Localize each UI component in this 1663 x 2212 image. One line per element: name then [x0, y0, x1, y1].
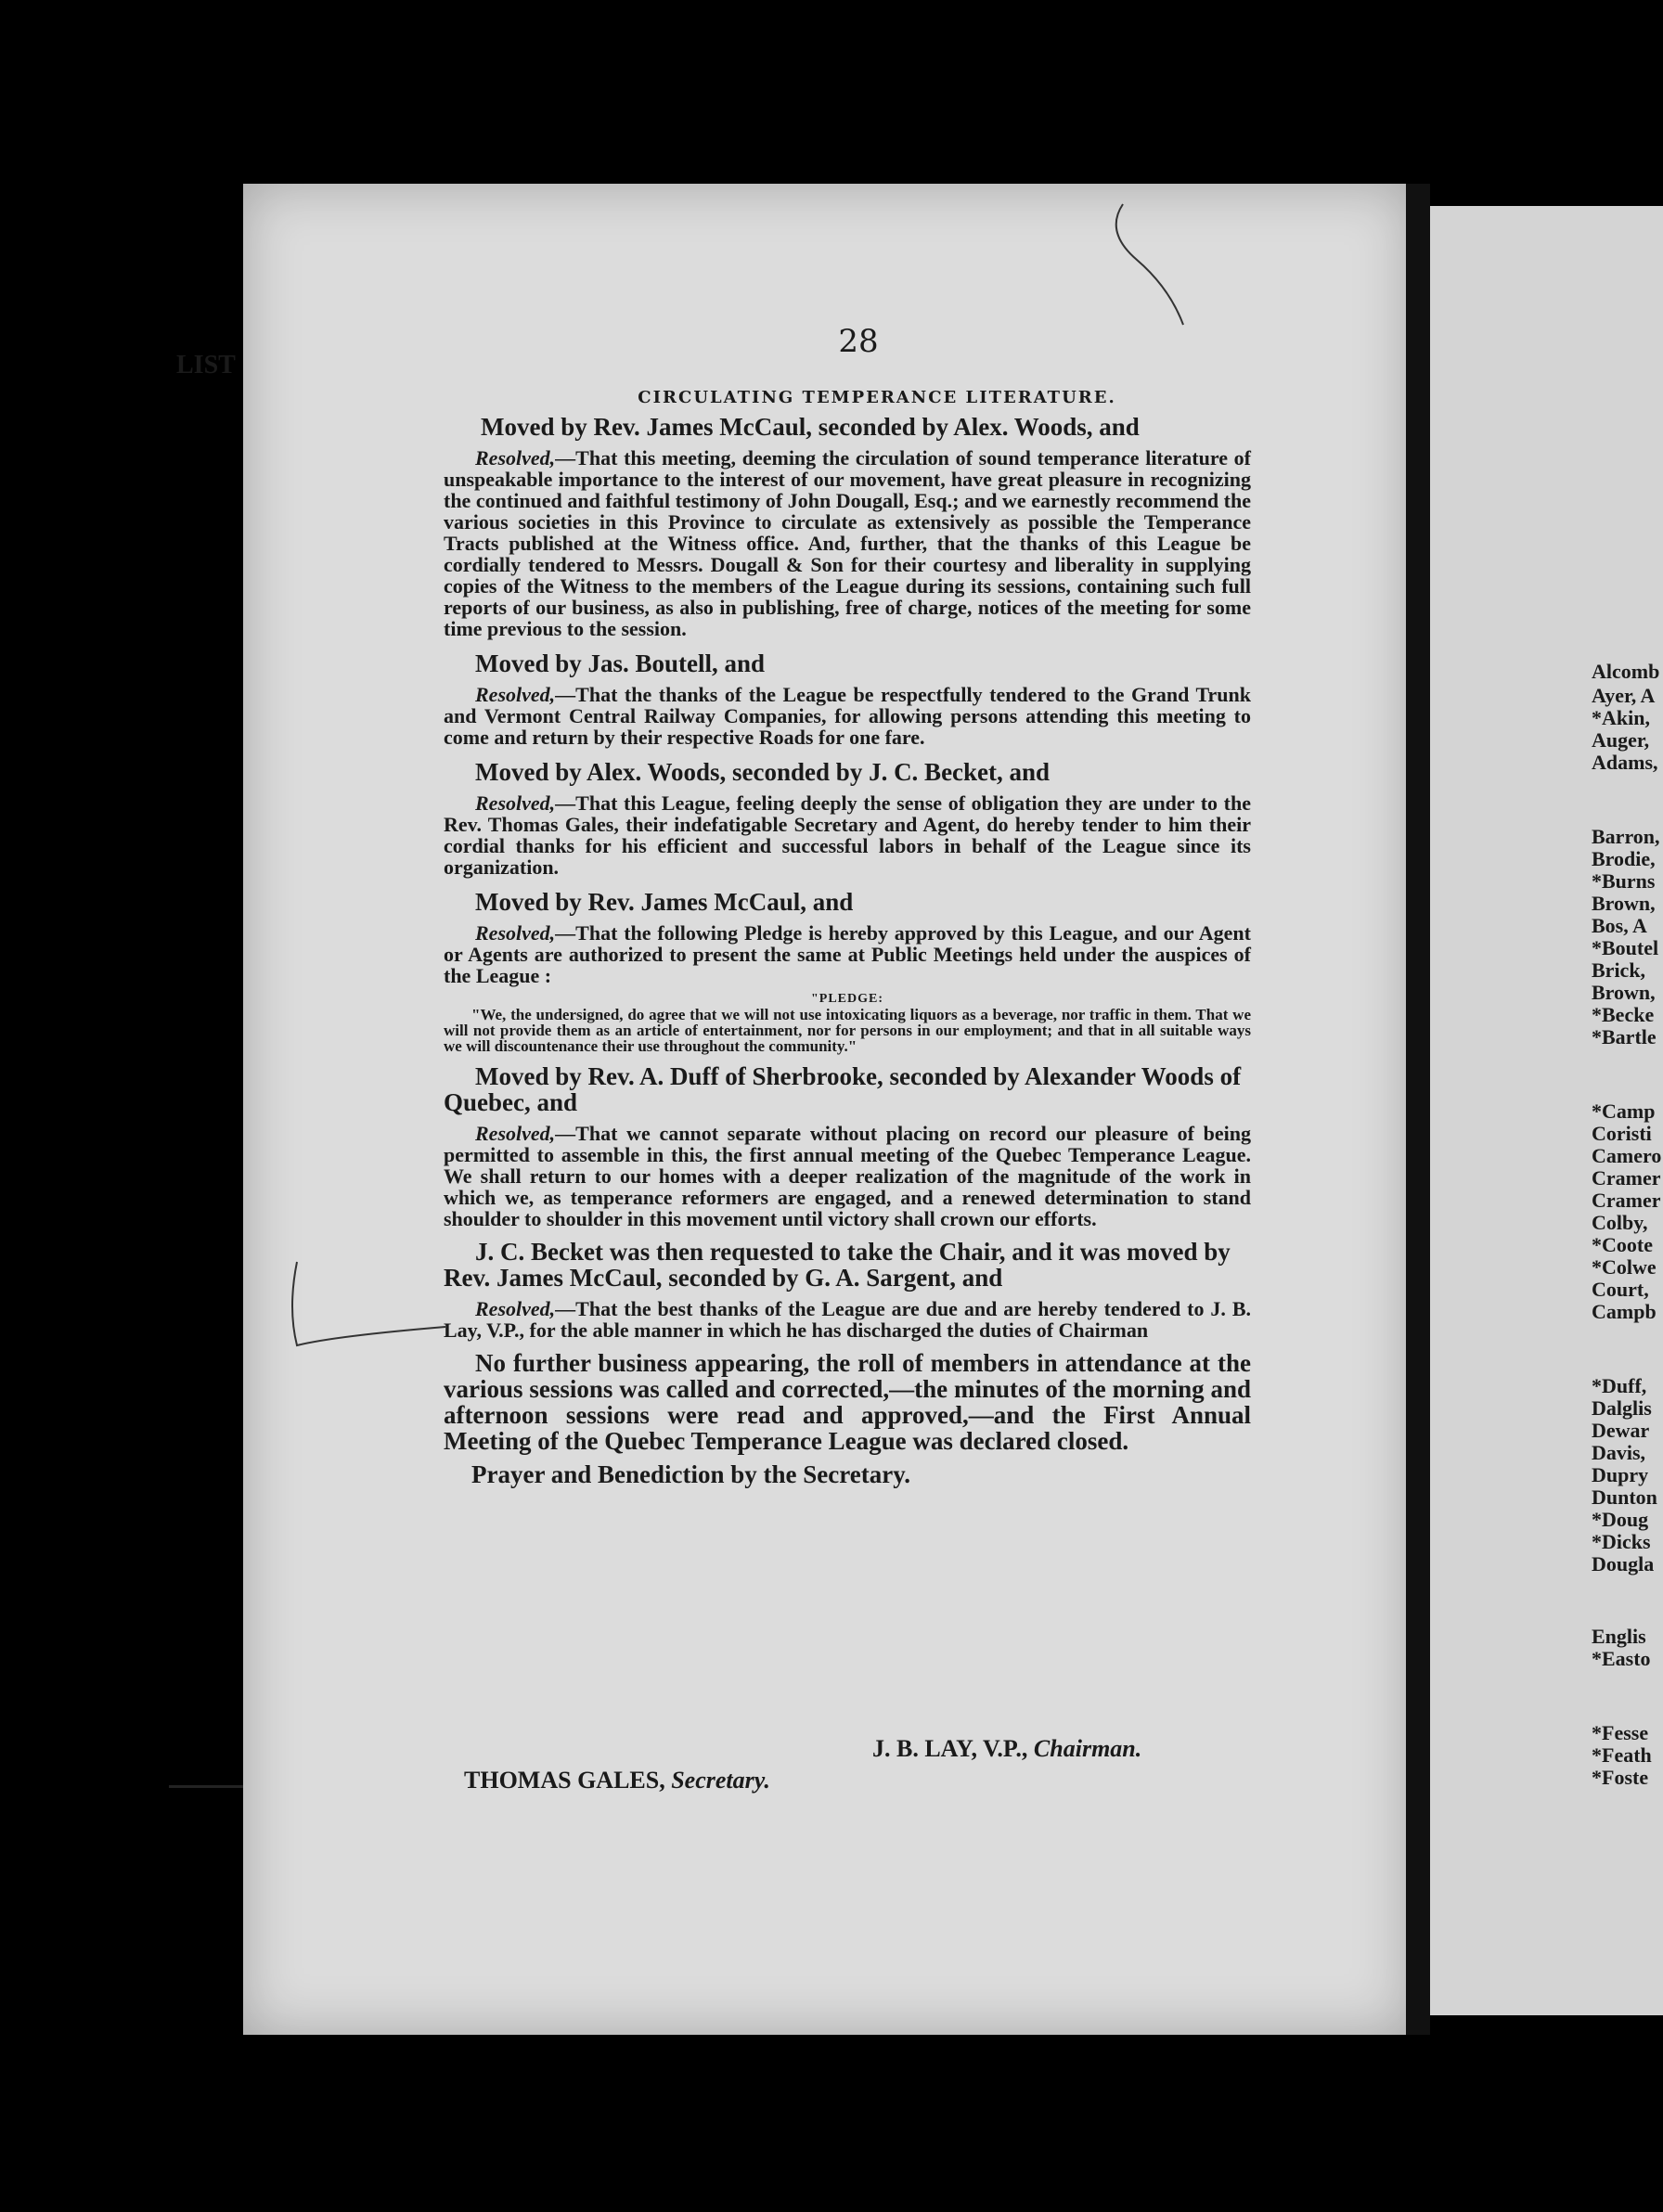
right-page-name: *Camp [1592, 1100, 1656, 1123]
right-page-name: Dupry [1592, 1463, 1649, 1486]
right-page-name: *Coote [1592, 1233, 1653, 1256]
prayer-line: Prayer and Benediction by the Secretary. [471, 1460, 910, 1488]
moved-line: J. C. Becket was then requested to take the Chair, and it was moved by Rev. James McCaul, seconded by G. A. Sargent, and [444, 1238, 1231, 1292]
pencil-bracket-mark [278, 1253, 455, 1364]
resolution: Resolved,—That the following Pledge is hereby approved by this League, and our Agent or Agents are authorized to present the same at Public Meetings held under the auspices of the League : [444, 921, 1251, 987]
right-page-name: *Foste [1592, 1766, 1649, 1789]
chairman-signature: J. B. LAY, V.P., Chairman. [872, 1735, 1142, 1762]
right-page-name: Colby, [1592, 1211, 1648, 1234]
right-page-name: Coristi [1592, 1122, 1652, 1145]
right-page-name: Campb [1592, 1300, 1657, 1323]
moved-line: Moved by Alex. Woods, seconded by J. C. Becket, and [475, 758, 1051, 786]
pledge-heading: "PLEDGE: [811, 992, 883, 1006]
right-page-name: Dunton [1592, 1485, 1657, 1509]
right-page-name: Dougla [1592, 1552, 1655, 1575]
resolution: Resolved,—That the thanks of the League be respectfully tendered to the Grand Trunk and Vermont Central Railway Companies, for allowing persons attending this meeting to come and return by their respective Roads for one fare. [444, 683, 1251, 749]
moved-line: Moved by Rev. James McCaul, and [475, 888, 854, 916]
moved-line: Moved by Jas. Boutell, and [475, 649, 766, 677]
right-page-name: Englis [1592, 1625, 1646, 1648]
right-page-name: *Duff, [1592, 1374, 1647, 1397]
resolution: Resolved,—That the best thanks of the League are due and are hereby tendered to J. B. Lay, V.P., for the able manner in which he has discharged the duties of Chairman [444, 1297, 1251, 1342]
resolution: Resolved,—That this League, feeling deeply the sense of obligation they are under to the Rev. Thomas Gales, their indefatigable Secretary and Agent, do hereby tender to him their cordial thanks for his efficient and successful labors in behalf of the League since its organization. [444, 791, 1251, 879]
right-page-name: Camero [1592, 1144, 1662, 1167]
right-page-name: *Burns [1592, 869, 1656, 893]
right-page-name: Cramer [1592, 1189, 1661, 1212]
right-page-name: Auger, [1592, 728, 1650, 752]
moved-line: Moved by Rev. A. Duff of Sherbrooke, seconded by Alexander Woods of Quebec, and [444, 1062, 1242, 1116]
resolution: Resolved,—That this meeting, deeming the circulation of sound temperance literature of unspeakable importance to the interest of our movement, have great pleasure in recognizing the continued and faithful testimony of John Dougall, Esq.; and we earnestly recommend the various societies in this Province to circulate as extensively as possible the Temperance Tracts published at the Witness office. And, further, that the thanks of this League be cordially tendered to Messrs. Dougall & Son for their courtesy and liberality in supplying copies of the Witness to the members of the League during its sessions, containing such full reports of our business, as also in publishing, free of charge, notices of the meeting for some time previous to the session. [444, 446, 1251, 640]
right-page-name: *Becke [1592, 1003, 1655, 1026]
main-text-block-1 [444, 414, 1251, 1487]
right-page-name: Brick, [1592, 958, 1646, 982]
moved-line: Moved by Rev. James McCaul, seconded by Alex. Woods, and [481, 413, 1140, 441]
right-page-name: Cramer [1592, 1166, 1661, 1190]
right-page-name: Court, [1592, 1278, 1649, 1301]
right-page-name: Bos, A [1592, 914, 1647, 937]
right-page-name: *Fesse [1592, 1721, 1649, 1744]
right-page-name: Ayer, A [1592, 684, 1656, 707]
right-page-name: *Akin, [1592, 706, 1650, 729]
right-page-name: Barron, [1592, 825, 1660, 848]
right-page-name: Dalglis [1592, 1396, 1652, 1420]
page-gutter [1406, 184, 1430, 2035]
secretary-signature: THOMAS GALES, Secretary. [464, 1767, 770, 1794]
right-page-name: *Colwe [1592, 1255, 1657, 1279]
right-page-heading: LIST [176, 351, 236, 379]
right-page-name: Davis, [1592, 1441, 1646, 1464]
running-head: CIRCULATING TEMPERANCE LITERATURE. [638, 388, 1116, 407]
pledge-text: "We, the undersigned, do agree that we will not use intoxicating liquors as a beverage, nor traffic in them. That we will not provide them as an article of entertainment, nor for persons in our employment; and that in all suitable ways we will discountenance their use throughout the community." [444, 1006, 1251, 1055]
right-page-name: Alcomb [1592, 660, 1660, 683]
right-page-name: Adams, [1592, 751, 1658, 774]
right-page-name: Brown, [1592, 981, 1656, 1004]
right-page-name: *Bartle [1592, 1025, 1657, 1048]
right-page-name: Dewar [1592, 1419, 1650, 1442]
right-page-name: *Boutel [1592, 936, 1659, 959]
right-page-name: *Feath [1592, 1743, 1652, 1767]
right-page-name: *Doug [1592, 1508, 1649, 1531]
closing-paragraph: No further business appearing, the roll of members in attendance at the various sessions was called and corrected,—the minutes of the morning and afternoon sessions were read and approved,—and the First Annual Meeting of the Quebec Temperance League was declared closed. [444, 1349, 1251, 1455]
right-page-name: *Easto [1592, 1647, 1651, 1670]
resolution: Resolved,—That we cannot separate without placing on record our pleasure of being permitted to assemble in this, the first annual meeting of the Quebec Temperance League. We shall return to our homes with a deeper realization of the magnitude of the work in which we, as temperance reformers are engaged, and a renewed determination to stand shoulder to shoulder in this movement until victory shall crown our efforts. [444, 1122, 1251, 1230]
right-page-name: Brown, [1592, 892, 1656, 915]
rule-line [169, 1785, 243, 1788]
right-page-name: *Dicks [1592, 1530, 1651, 1553]
page-number: 28 [838, 323, 879, 360]
pencil-mark-top [1104, 195, 1206, 334]
right-page-name: Brodie, [1592, 847, 1656, 870]
